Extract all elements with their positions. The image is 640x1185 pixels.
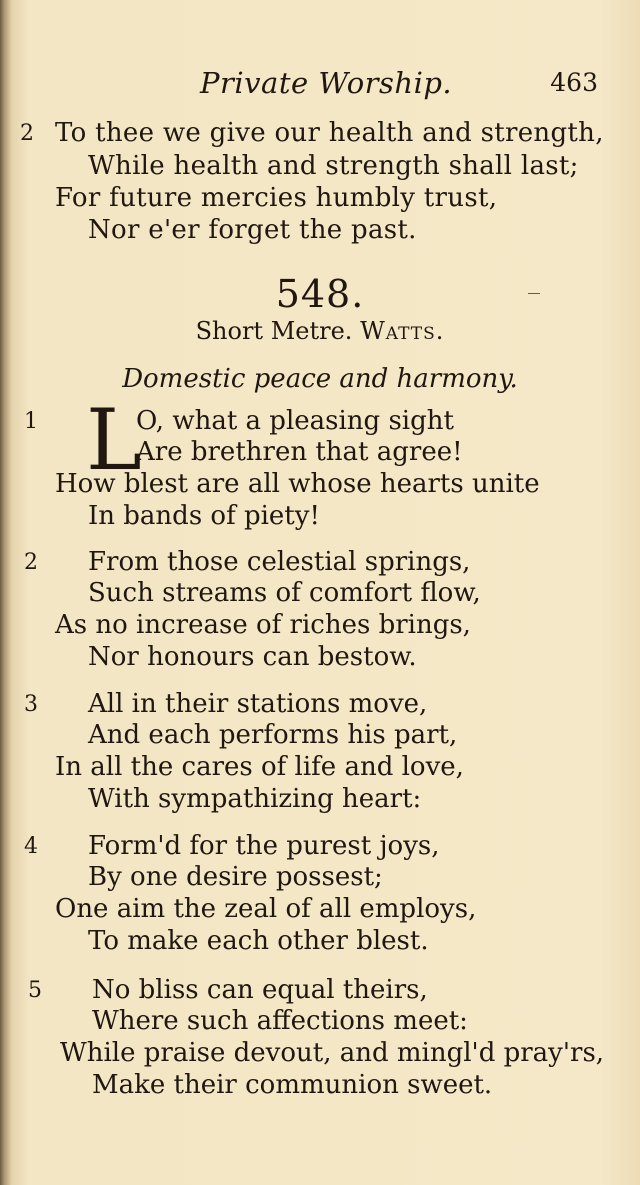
page-number: 463 bbox=[550, 68, 598, 97]
verse-line: As no increase of riches brings, bbox=[55, 610, 471, 640]
hymn-number: 548. bbox=[275, 272, 365, 316]
verse-line: In bands of piety! bbox=[88, 501, 320, 531]
verse-line: In all the cares of life and love, bbox=[55, 752, 464, 782]
stanza-number: 5 bbox=[28, 978, 42, 1003]
margin-mark bbox=[528, 293, 540, 294]
page-header bbox=[0, 66, 640, 102]
verse-line: While praise devout, and mingl'd pray'rs, bbox=[60, 1038, 605, 1068]
hymn-subject: Domestic peace and harmony. bbox=[122, 364, 518, 394]
verse-line: From those celestial springs, bbox=[88, 547, 471, 577]
verse-line: For future mercies humbly trust, bbox=[55, 183, 498, 213]
verse-line: Are brethren that agree! bbox=[136, 437, 463, 467]
verse-line: O, what a pleasing sight bbox=[136, 406, 454, 436]
verse-line: Make their communion sweet. bbox=[92, 1070, 493, 1100]
drop-cap: L bbox=[86, 391, 142, 489]
verse-line: All in their stations move, bbox=[88, 689, 428, 719]
verse-line: One aim the zeal of all employs, bbox=[55, 894, 477, 924]
verse-line: And each performs his part, bbox=[88, 720, 458, 750]
verse-line: Where such affections meet: bbox=[92, 1006, 468, 1036]
verse-line: By one desire possest; bbox=[88, 862, 383, 892]
verse-line: To thee we give our health and strength, bbox=[55, 118, 604, 148]
verse-line: With sympathizing heart: bbox=[88, 784, 422, 814]
verse-line: Nor honours can bestow. bbox=[88, 642, 417, 672]
hymn-author: Watts. bbox=[360, 317, 445, 345]
verse-line: To make each other blest. bbox=[88, 926, 429, 956]
verse-line: Such streams of comfort flow, bbox=[88, 578, 481, 608]
verse-line: Nor e'er forget the past. bbox=[88, 215, 417, 245]
stanza-number: 2 bbox=[20, 121, 34, 146]
verse-line: Form'd for the purest joys, bbox=[88, 831, 440, 861]
verse-line: How blest are all whose hearts unite bbox=[55, 469, 540, 499]
stanza-number: 4 bbox=[24, 834, 38, 859]
verse-line: While health and strength shall last; bbox=[88, 151, 579, 181]
stanza-number: 1 bbox=[24, 409, 38, 434]
stanza-number: 3 bbox=[24, 692, 38, 717]
verse-line: No bliss can equal theirs, bbox=[92, 975, 428, 1005]
hymn-meter bbox=[0, 317, 640, 345]
meter-label: Short Metre. bbox=[195, 317, 353, 345]
stanza-number: 2 bbox=[24, 550, 38, 575]
running-title: Private Worship. bbox=[200, 66, 453, 100]
